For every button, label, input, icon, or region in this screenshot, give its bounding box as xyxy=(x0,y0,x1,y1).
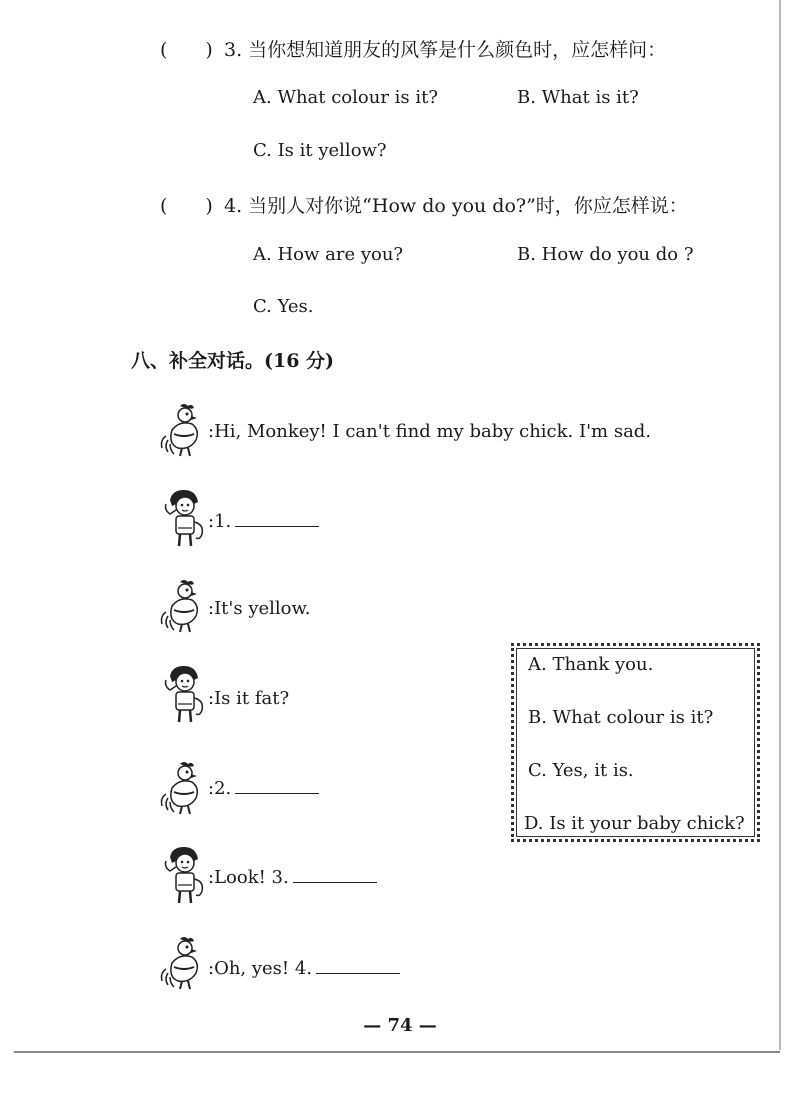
rooster-icon xyxy=(158,402,208,458)
dialogue-line-7-text: :Oh, yes! 4. xyxy=(208,958,313,979)
answer-paren-q4[interactable]: ( ) xyxy=(160,195,213,217)
answer-blank-3[interactable] xyxy=(293,868,377,883)
dialogue-line-3: :It's yellow. xyxy=(208,598,311,619)
q3-option-b: B. What is it? xyxy=(517,87,639,108)
right-margin-line xyxy=(779,0,781,1050)
rooster-icon xyxy=(158,578,208,634)
dialogue-line-5 xyxy=(208,778,319,799)
answer-paren-q3[interactable]: ( ) xyxy=(160,39,213,61)
rooster-icon xyxy=(158,935,208,991)
q4-option-b: B. How do you do ? xyxy=(517,244,694,265)
choice-b: B. What colour is it? xyxy=(528,707,714,728)
choice-c: C. Yes, it is. xyxy=(528,760,634,781)
dialogue-line-7 xyxy=(208,958,400,979)
monkey-icon xyxy=(160,845,210,907)
choice-a: A. Thank you. xyxy=(528,654,654,675)
q4-option-c: C. Yes. xyxy=(253,296,314,317)
dialogue-line-4: :Is it fat? xyxy=(208,688,290,709)
bottom-rule xyxy=(14,1051,780,1053)
dialogue-line-6 xyxy=(208,867,377,888)
dialogue-line-1: :Hi, Monkey! I can't find my baby chick. I'm sad. xyxy=(208,421,652,442)
q3-option-c: C. Is it yellow? xyxy=(253,140,387,161)
rooster-icon xyxy=(158,760,208,816)
choices-box xyxy=(511,643,760,842)
q3-option-a: A. What colour is it? xyxy=(253,87,439,108)
q4-option-a: A. How are you? xyxy=(253,244,404,265)
section-title: 八、补全对话。(16 分) xyxy=(131,350,335,372)
dialogue-line-2-text: :1. xyxy=(208,511,232,532)
monkey-icon xyxy=(160,488,210,550)
question-3-stem: 3. 当你想知道朋友的风筝是什么颜色时，应怎样问： xyxy=(224,39,667,61)
monkey-icon xyxy=(160,664,210,726)
choice-d: D. Is it your baby chick? xyxy=(524,813,745,834)
answer-blank-4[interactable] xyxy=(316,959,400,974)
dialogue-line-6-text: :Look! 3. xyxy=(208,867,289,888)
answer-blank-2[interactable] xyxy=(235,779,319,794)
dialogue-line-2 xyxy=(208,511,319,532)
dialogue-line-5-text: :2. xyxy=(208,778,232,799)
page-number: — 74 — xyxy=(363,1015,437,1036)
question-4-stem: 4. 当别人对你说“How do you do?”时，你应怎样说： xyxy=(224,195,688,217)
answer-blank-1[interactable] xyxy=(235,512,319,527)
